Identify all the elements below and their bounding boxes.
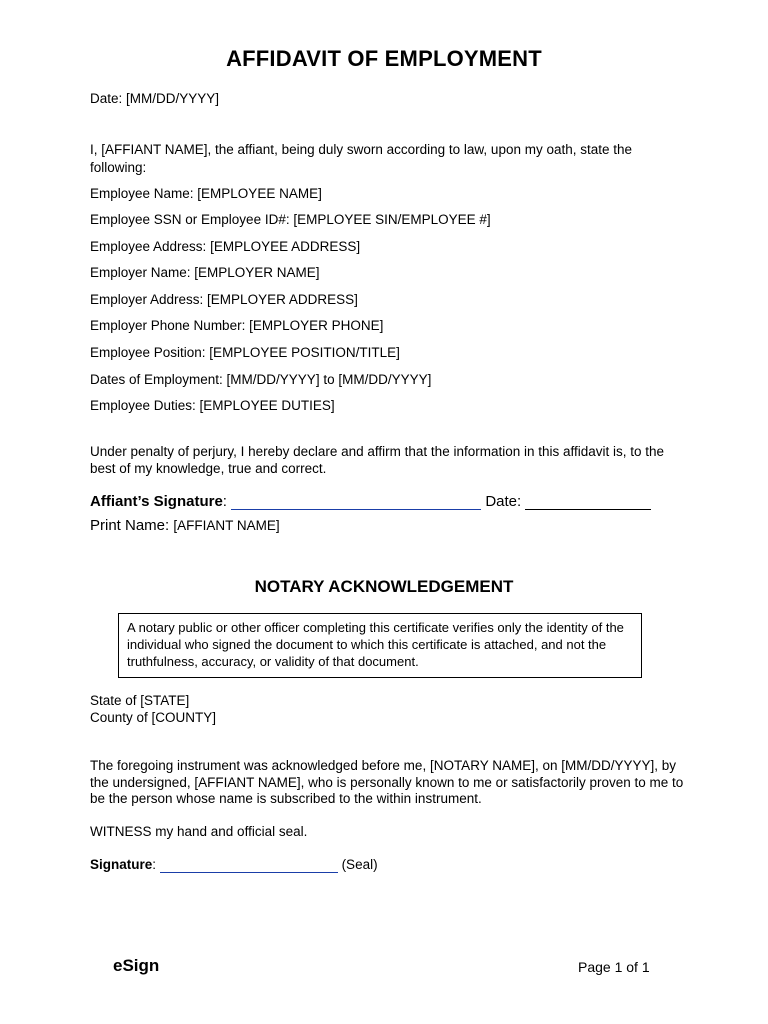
field-employee-id: Employee SSN or Employee ID#: [EMPLOYEE SIN/EMPLOYEE #] <box>90 212 491 227</box>
affiant-signature-row <box>90 492 651 510</box>
field-employee-name: Employee Name: [EMPLOYEE NAME] <box>90 186 322 201</box>
notary-state: State of [STATE] <box>90 693 190 708</box>
field-employer-address: Employer Address: [EMPLOYER ADDRESS] <box>90 292 358 307</box>
date-line: Date: [MM/DD/YYYY] <box>90 91 220 106</box>
esign-logo[interactable]: eSign <box>113 956 160 975</box>
field-employee-address: Employee Address: [EMPLOYEE ADDRESS] <box>90 239 361 254</box>
notary-signature-label: Signature <box>90 857 153 872</box>
signature-date-colon: : <box>517 493 522 510</box>
notary-county: County of [COUNTY] <box>90 710 217 725</box>
intro-paragraph: I, [AFFIANT NAME], the affiant, being duly sworn according to law, upon my oath, state the following: <box>90 142 633 175</box>
print-name-row <box>90 517 280 534</box>
signature-date-label: Date <box>485 493 517 510</box>
field-employee-position: Employee Position: [EMPLOYEE POSITION/TITLE] <box>90 345 400 360</box>
notary-signature-line[interactable] <box>160 858 338 873</box>
print-name-value: [AFFIANT NAME] <box>173 518 280 533</box>
affiant-signature-label: Affiant’s Signature <box>90 493 223 510</box>
field-dates-of-employment: Dates of Employment: [MM/DD/YYYY] to [MM/DD/YYYY] <box>90 372 432 387</box>
affiant-signature-colon: : <box>222 493 227 510</box>
field-employee-duties: Employee Duties: [EMPLOYEE DUTIES] <box>90 398 335 413</box>
notary-acknowledgement: The foregoing instrument was acknowledged before me, [NOTARY NAME], on [MM/DD/YYYY], by the undersigned, [AFFIANT NAME], who is personally known to me or satisfactorily proven to me to be the person whose name is subscribed to the within instrument. <box>90 758 684 806</box>
document-title: AFFIDAVIT OF EMPLOYMENT <box>226 46 542 71</box>
notary-seal: (Seal) <box>341 857 378 872</box>
affiant-signature-line[interactable] <box>231 492 481 510</box>
field-employer-name: Employer Name: [EMPLOYER NAME] <box>90 265 320 280</box>
notary-notice-box: A notary public or other officer completing this certificate verifies only the identity of the individual who signed the document to which this certificate is attached, and not the truthfulness, accuracy, or validity of that document. <box>118 613 642 678</box>
print-name-label: Print Name: <box>90 517 170 534</box>
notary-signature-colon: : <box>152 857 157 872</box>
page-number: Page 1 of 1 <box>578 959 650 975</box>
perjury-statement: Under penalty of perjury, I hereby declare and affirm that the information in this affidavit is, to the best of my knowledge, true and correct. <box>90 444 665 476</box>
notary-witness: WITNESS my hand and official seal. <box>90 824 308 839</box>
field-employer-phone: Employer Phone Number: [EMPLOYER PHONE] <box>90 318 384 333</box>
notary-signature-row <box>90 856 378 873</box>
signature-date-line[interactable] <box>525 492 651 510</box>
notary-title: NOTARY ACKNOWLEDGEMENT <box>254 577 514 596</box>
